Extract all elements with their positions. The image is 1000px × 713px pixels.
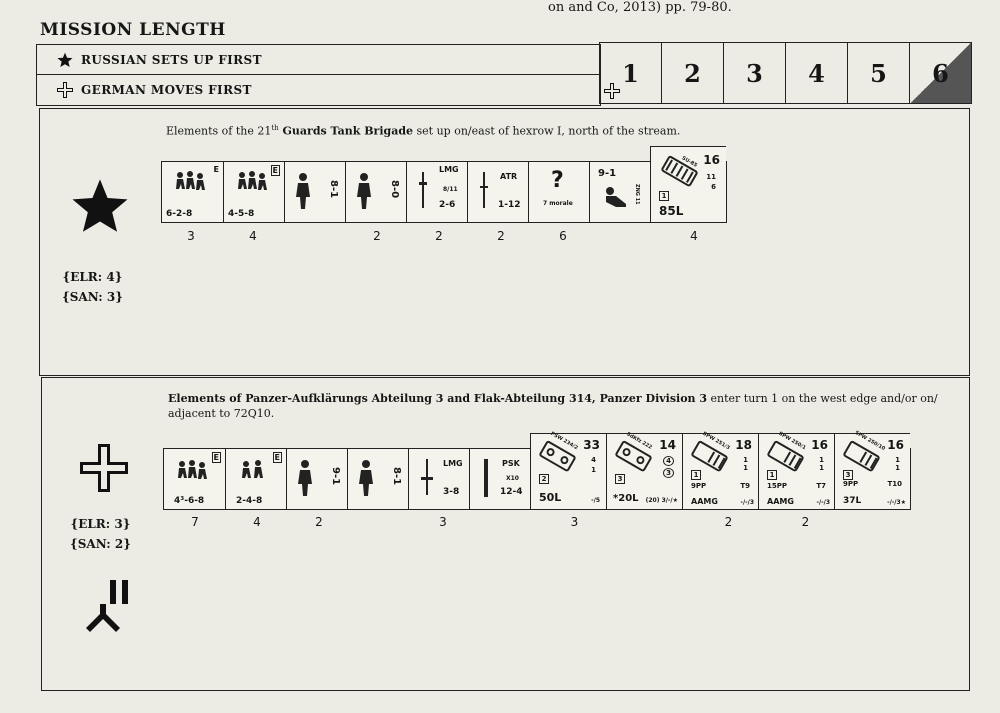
portage-points: 9PP [843,480,859,488]
armor-front: 1 [819,456,824,464]
leader-rating: 9-1 [598,168,617,179]
soldier-group-icon [234,170,270,196]
ma-box: 3 [615,474,625,484]
counter-stat: AAMG [767,497,794,506]
turn-1 [600,43,661,103]
question-mark-icon: ? [551,168,564,193]
counter-stat: 2-6 [439,200,456,210]
quantity: 2 [724,515,733,529]
armor-side: 1 [819,464,824,472]
vehicle-name: PSW 234/2 [549,430,579,452]
mission-length-title: MISSION LENGTH [40,20,226,40]
portage-points: 15PP [767,482,788,490]
counter-leader-91 [589,162,650,222]
turn-5 [847,43,909,103]
counter-stat: 85L [659,204,684,218]
counter-spw2501-vehicle [758,430,834,509]
counter-leader-81 [347,449,408,509]
counter-psw2342-vehicle [530,430,606,509]
balkenkreuz-icon [604,83,620,99]
quantity: 6 [559,229,567,243]
russian-elr-san [62,267,123,307]
quantity: 2 [315,515,323,529]
counter-leader-91 [286,449,347,509]
panzerschreck-icon [482,459,490,497]
san-label: {SAN: 2} [70,537,131,551]
russian-desc-text: set up on/east of hexrow I, north of the stream. [413,124,681,138]
counter-sdkfz222-vehicle [606,433,682,509]
soldier-group-icon [174,459,210,485]
elr-label: {ELR: 4} [62,270,123,284]
vehicle-name: SPW 250/1 [777,430,807,452]
counter-stat: 8-0 [389,180,400,199]
turn-number: 3 [746,58,763,88]
russian-setup-row [37,45,600,74]
quantity: 3 [439,515,447,529]
quantity: 2 [801,515,810,529]
elite-marker: E [274,453,280,462]
armor-front: 4 [663,456,674,466]
counter-stat: 8-1 [391,467,402,486]
armor-front: 1 [895,456,900,464]
german-desc-text: enter turn 1 on the west edge and/or on/ [707,392,938,405]
vehicle-name: SPW 251/3 [701,430,731,452]
towing-rating: T7 [816,482,826,490]
counter-468-squad [164,449,225,509]
leader-figure-icon [293,172,313,210]
quantity: 7 [191,515,199,529]
german-forces-description [168,391,958,421]
counter-lmg [406,162,467,222]
ma-box: 3 [843,470,853,480]
weapon-rof: 8/11 [443,186,458,193]
counter-stat: *20L [613,493,639,504]
quantity [284,229,346,243]
elr-label: {ELR: 3} [70,517,131,531]
quantity: 4 [690,229,698,243]
german-forces-panel [41,377,970,691]
turn-3 [723,43,785,103]
machine-gun-icon [419,172,427,208]
counter-stat: 9-1 [330,467,341,486]
russian-forces-panel [39,108,970,376]
counter-stat: AAMG [691,497,718,506]
counter-tail: -/-/3★ [887,499,906,506]
san-label: {SAN: 3} [62,290,123,304]
vehicle-name: SPW 250/10 [853,429,886,453]
russian-setup-label: RUSSIAN SETS UP FIRST [81,52,262,67]
turn-number: 5 [870,58,887,88]
counter-stat: 37L [843,496,862,506]
vehicle-movement: 16 [811,438,828,452]
quantity: 2 [435,229,443,243]
division-symbol-icon [76,576,136,636]
source-citation: on and Co, 2013) pp. 79-80. [548,0,732,15]
towing-rating: T9 [740,482,750,490]
vehicle-movement: 33 [583,438,600,452]
quantity [844,515,921,529]
counter-stat: 50L [539,491,562,504]
weapon-type: LMG [443,459,463,468]
leader-name: ZNG 11 [634,184,640,205]
elite-marker: E [272,166,278,175]
counter-628-squad [162,162,223,222]
turn-6 [909,43,971,103]
quantity [474,515,536,529]
armor-side: 1 [591,466,596,474]
turn-number: 1 [622,58,639,88]
counter-su85-vehicle [650,146,726,222]
armor-front: 1 [743,456,748,464]
elite-marker: E [213,165,219,174]
vehicle-movement: 18 [735,438,752,452]
counter-tail: -/-/3 [740,499,754,506]
quantity: 3 [187,229,195,243]
counter-stat: 1-12 [498,200,521,210]
counter-tail: -/5 [591,497,600,504]
armor-side: 1 [895,464,900,472]
machine-gun-icon [421,459,433,495]
russian-forces-description [166,121,680,139]
quantity [613,515,690,529]
elite-marker: E [213,453,219,462]
counter-stat: 12-4 [500,487,523,497]
leader-figure-icon [295,459,315,497]
quantity: 2 [373,229,381,243]
russian-desc-sup: th [271,124,279,132]
ma-box: 2 [539,474,549,484]
quantity: 4 [253,515,261,529]
ma-box: 1 [691,470,701,480]
soldier-group-icon [238,459,268,485]
counter-stat: 4-5-8 [228,209,255,219]
weapon-breakdown: X10 [506,475,519,482]
armor-side: 6 [711,183,716,191]
armor-side: 1 [743,464,748,472]
counter-lmg [408,449,469,509]
turn-number: 4 [808,58,825,88]
vehicle-name: SU-85 [680,155,699,169]
balkenkreuz-icon [57,82,73,98]
counter-stat: 8-1 [328,180,339,199]
counter-stat: 7 morale [543,200,573,207]
russian-unit-name: Guards Tank Brigade [278,124,414,138]
soldier-group-icon [172,170,208,196]
counter-dummy [528,162,589,222]
counter-spw2513-vehicle [682,430,758,509]
counter-leader-81 [284,162,345,222]
turn-track [599,42,972,104]
armor-front: 11 [706,173,716,181]
german-quantity-row [164,515,921,529]
german-counter-strip [163,429,911,510]
quantity: 3 [570,515,579,529]
russian-desc-text: Elements of the 21 [166,124,272,138]
counter-spw25010-vehicle [834,429,910,509]
counter-leader-80 [345,162,406,222]
counter-stat: 4³-6-8 [174,496,205,506]
counter-248-squad [225,449,286,509]
german-elr-san [70,514,131,554]
counter-stat: 6-2-8 [166,209,193,219]
counter-stat: 3-8 [443,487,460,497]
balkenkreuz-icon [80,444,128,492]
ma-box: 1 [767,470,777,480]
quantity [594,229,656,243]
vehicle-movement: 16 [887,438,904,452]
counter-psk [469,449,530,509]
vehicle-movement: 14 [659,438,676,452]
german-unit-name: Elements of Panzer-Aufklärungs Abteilung 3 and Flak-Abteilung 314, Panzer Division 3 [168,392,708,405]
weapon-type: PSK [502,459,520,468]
setup-box [36,44,601,106]
soviet-star-icon [70,177,130,233]
turn-number: 6 [932,58,949,88]
vehicle-name: SdKfz 222 [625,431,653,451]
leader-figure-icon [356,459,376,497]
russian-counter-strip [161,153,727,223]
rifle-icon [480,172,488,208]
weapon-type: ATR [500,172,518,181]
quantity: 2 [497,229,505,243]
turn-4 [785,43,847,103]
ma-box: 1 [659,191,669,201]
german-desc-text: adjacent to 72Q10. [168,407,275,420]
towing-rating: T10 [887,480,902,488]
russian-quantity-row [160,229,732,243]
german-setup-label: GERMAN MOVES FIRST [81,82,252,97]
quantity [350,515,412,529]
star-icon [57,52,73,68]
armor-front: 4 [591,456,596,464]
counter-tail: (20) 3/-/★ [645,497,678,504]
counter-458-squad [223,162,284,222]
vehicle-movement: 16 [703,153,720,167]
counter-atr [467,162,528,222]
weapon-type: LMG [439,165,459,174]
leader-figure-icon [354,172,374,210]
counter-stat: 2-4-8 [236,496,263,506]
portage-points: 9PP [691,482,707,490]
turn-number: 2 [684,58,701,88]
prone-leader-icon [602,186,628,208]
counter-tail: -/-/3 [816,499,830,506]
quantity: 4 [249,229,257,243]
german-setup-row [37,74,600,104]
turn-2 [661,43,723,103]
armor-side: 3 [663,468,674,478]
